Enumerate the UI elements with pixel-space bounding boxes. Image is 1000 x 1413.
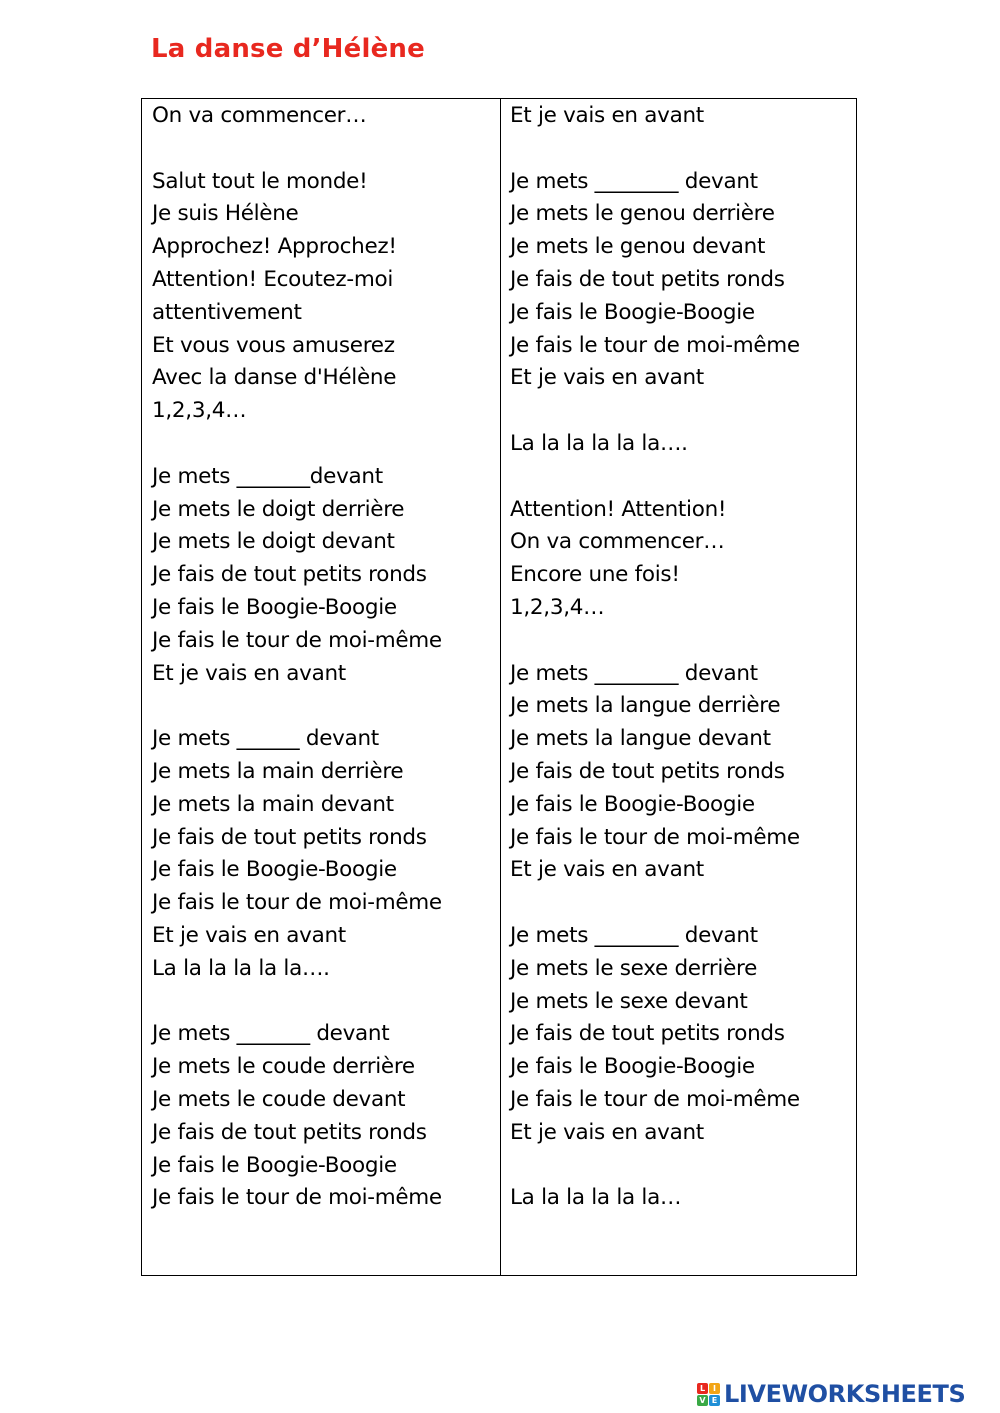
lyric-line: Je fais le Boogie-Boogie <box>152 1152 397 1178</box>
lyric-line: Je mets la langue derrière <box>510 693 781 719</box>
lyric-line: Approchez! Approchez! <box>152 234 397 260</box>
lyric-line: Je mets le doigt derrière <box>152 496 405 522</box>
lyric-line: Je fais le tour de moi-même <box>152 890 442 916</box>
lyric-line: Je mets ________ devant <box>510 922 758 948</box>
logo-block: V <box>697 1395 708 1406</box>
blank-line <box>152 133 500 166</box>
lyric-line: Je mets le genou derrière <box>510 201 775 227</box>
lyric-line: Et vous vous amuserez <box>152 332 395 358</box>
logo-block: L <box>697 1383 708 1394</box>
lyric-line: Je fais le tour de moi-même <box>510 1086 800 1112</box>
lyric-line: La la la la la la…. <box>152 955 330 981</box>
blank-line <box>152 690 500 723</box>
lyric-line: On va commencer… <box>510 529 725 555</box>
lyric-line: Et je vais en avant <box>510 857 704 883</box>
lyric-line: Je fais le tour de moi-même <box>152 627 442 653</box>
logo-text: LIVEWORKSHEETS <box>724 1380 966 1408</box>
lyric-line: Je mets le sexe devant <box>510 988 748 1014</box>
logo-block: I <box>709 1383 720 1394</box>
lyric-line: Je fais de tout petits ronds <box>510 758 785 784</box>
lyric-line: Et je vais en avant <box>510 1119 704 1145</box>
lyric-line: Attention! Ecoutez-moi <box>152 266 394 292</box>
page-title: La danse d’Hélène <box>151 34 425 64</box>
lyric-line: Je fais de tout petits ronds <box>152 1119 427 1145</box>
lyric-line: Je fais le Boogie-Boogie <box>510 1054 755 1080</box>
lyric-line: Je fais le tour de moi-même <box>510 824 800 850</box>
lyric-line: Je mets le doigt devant <box>152 529 395 555</box>
lyric-line: Je mets ________ devant <box>510 660 758 686</box>
lyric-line: Et je vais en avant <box>510 103 704 128</box>
lyric-line: Je fais de tout petits ronds <box>510 1021 785 1047</box>
lyric-line: Je mets _______devant <box>152 463 383 489</box>
blank-line <box>510 1150 856 1183</box>
lyric-line: Je suis Hélène <box>152 201 299 227</box>
logo-blocks-icon <box>697 1383 720 1406</box>
lyrics-column-right <box>501 99 856 1275</box>
blank-line <box>510 395 856 428</box>
lyric-line: La la la la la la… <box>510 1185 682 1211</box>
lyric-line: Je mets la main devant <box>152 791 394 817</box>
blank-line <box>510 133 856 166</box>
lyric-line: attentivement <box>152 299 302 325</box>
lyric-line: Et je vais en avant <box>152 922 346 948</box>
lyric-line: Je mets le sexe derrière <box>510 955 758 981</box>
blank-line <box>510 625 856 658</box>
lyric-line: Je fais le Boogie-Boogie <box>152 594 397 620</box>
lyric-line: Je fais le Boogie-Boogie <box>510 299 755 325</box>
lyric-line: Salut tout le monde! <box>152 168 368 194</box>
lyric-line: Et je vais en avant <box>510 365 704 391</box>
lyric-line: Je fais de tout petits ronds <box>510 266 785 292</box>
lyric-line: Je fais de tout petits ronds <box>152 824 427 850</box>
lyric-line: Je mets la langue devant <box>510 726 771 752</box>
lyric-line: Avec la danse d'Hélène <box>152 365 397 391</box>
lyric-line: Je mets le genou devant <box>510 234 766 260</box>
lyric-line: Je fais le tour de moi-même <box>510 332 800 358</box>
lyric-line: Attention! Attention! <box>510 496 727 522</box>
lyric-line: 1,2,3,4… <box>152 398 247 424</box>
lyric-line: Je mets le coude derrière <box>152 1054 415 1080</box>
lyric-line: Je fais le tour de moi-même <box>152 1185 442 1211</box>
lyric-line: Encore une fois! <box>510 562 680 588</box>
lyrics-table <box>141 98 857 1276</box>
lyric-line: Je fais de tout petits ronds <box>152 562 427 588</box>
lyric-line: Je mets ________ devant <box>510 168 758 194</box>
lyric-line: Je mets _______ devant <box>152 1021 390 1047</box>
lyric-line: Je mets ______ devant <box>152 726 379 752</box>
lyric-line: Je mets le coude devant <box>152 1086 406 1112</box>
lyric-line: Et je vais en avant <box>152 660 346 686</box>
lyric-line: La la la la la la…. <box>510 430 688 456</box>
liveworksheets-logo[interactable] <box>697 1377 965 1411</box>
lyric-line: 1,2,3,4… <box>510 594 605 620</box>
lyric-line: Je mets la main derrière <box>152 758 404 784</box>
blank-line <box>510 461 856 494</box>
logo-block: E <box>709 1395 720 1406</box>
blank-line <box>510 887 856 920</box>
lyrics-column-left <box>142 99 501 1275</box>
blank-line <box>152 428 500 461</box>
lyric-line: Je fais le Boogie-Boogie <box>152 857 397 883</box>
blank-line <box>152 986 500 1019</box>
lyric-line: Je fais le Boogie-Boogie <box>510 791 755 817</box>
lyric-line: On va commencer… <box>152 103 367 128</box>
